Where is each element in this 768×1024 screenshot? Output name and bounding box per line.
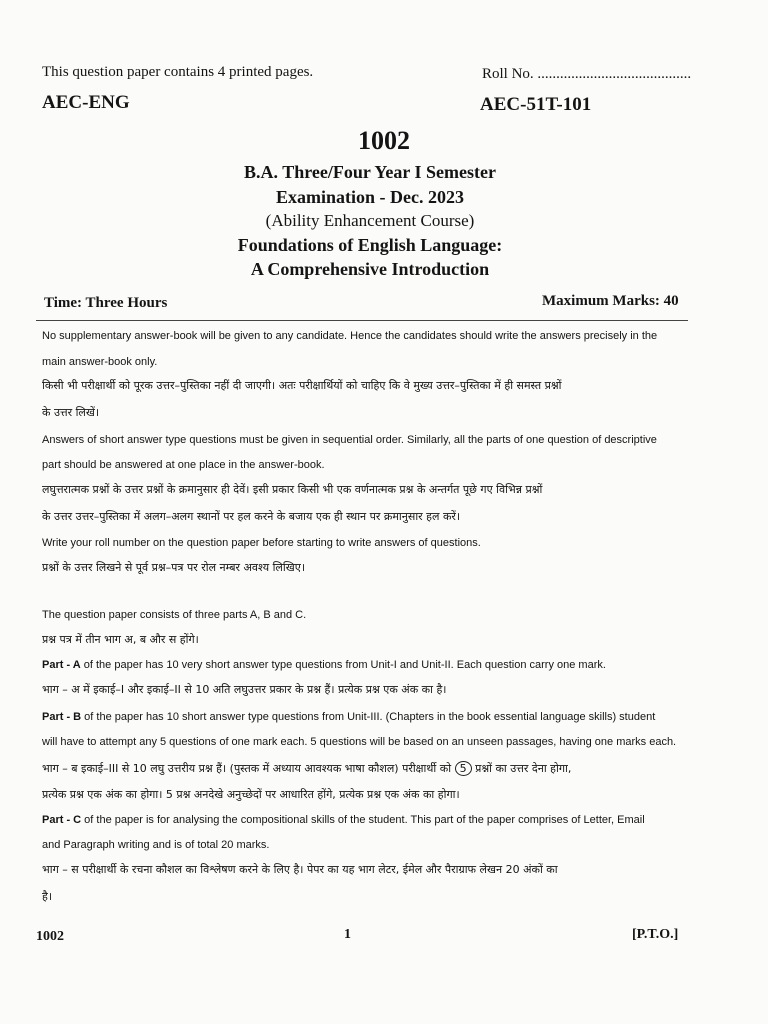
footer-code: 1002 — [36, 929, 64, 944]
page-number: 1 — [344, 927, 351, 942]
instruction-2-en-cont: part should be answered at one place in the answer-book. — [42, 459, 325, 471]
course-code-right: AEC-51T-101 — [480, 94, 592, 115]
instruction-2-hi-cont: के उत्तर उत्तर–पुस्तिका में अलग–अलग स्थानों पर हल करने के बजाय एक ही स्थान पर क्रमानुसार हल करें। — [42, 510, 461, 523]
part-a-en — [42, 659, 606, 671]
header-divider — [36, 320, 688, 321]
subject-title-line1: Foundations of English Language: — [237, 235, 503, 255]
part-a-text: of the paper has 10 very short answer type questions from Unit-I and Unit-II. Each question carry one mark. — [80, 659, 606, 671]
circled-number: 5 — [455, 761, 472, 776]
part-b-en — [42, 711, 655, 723]
part-a-label: Part - A — [42, 659, 81, 671]
part-b-label: Part - B — [42, 711, 82, 723]
course-type: (Ability Enhancement Course) — [265, 211, 475, 230]
max-marks: Maximum Marks: 40 — [542, 293, 679, 309]
pto-note: [P.T.O.] — [632, 927, 679, 942]
instruction-4-hi: प्रश्न पत्र में तीन भाग अ, ब और स होंगे। — [42, 633, 199, 646]
roll-no-field: Roll No. ......................................... — [482, 66, 692, 82]
part-c-hi: भाग – स परीक्षार्थी के रचना कौशल का विश्लेषण करने के लिए है। पेपर का यह भाग लेटर, ईमेल और पैराग्राफ लेखन 20 अंकों का — [42, 863, 558, 876]
instruction-3-hi: प्रश्नों के उत्तर लिखने से पूर्व प्रश्न–पत्र पर रोल नम्बर अवश्य लिखिए। — [42, 561, 305, 574]
part-b-text: of the paper has 10 short answer type questions from Unit-III. (Chapters in the book essential language skills) student — [81, 711, 656, 723]
subject-title-line2: A Comprehensive Introduction — [250, 259, 490, 279]
part-a-hi: भाग – अ में इकाई–I और इकाई–II से 10 अति लघुउत्तर प्रकार के प्रश्न हैं। प्रत्येक प्रश्न एक अंक का है। — [42, 683, 447, 696]
part-c-en — [42, 814, 645, 826]
paper-number: 1002 — [358, 126, 410, 155]
part-b-hi-text-1: भाग – ब इकाई–III से 10 लघु उत्तरीय प्रश्न हैं। (पुस्तक में अध्याय आवश्यक भाषा कौशल) परीक्षार्थी को — [42, 762, 452, 775]
instruction-2-en: Answers of short answer type questions must be given in sequential order. Similarly, all the parts of one question of descriptive — [42, 434, 657, 446]
part-c-en-cont: and Paragraph writing and is of total 20 marks. — [42, 839, 270, 851]
part-b-hi-cont: प्रत्येक प्रश्न एक अंक का होगा। 5 प्रश्न अनदेखे अनुच्छेदों पर आधारित होंगे, प्रत्येक प्रश्न एक अंक का होगा। — [42, 788, 460, 801]
instruction-3-en: Write your roll number on the question paper before starting to write answers of questions. — [42, 537, 481, 549]
pages-note: This question paper contains 4 printed pages. — [42, 64, 314, 80]
program-title: B.A. Three/Four Year I Semester — [244, 162, 496, 182]
exam-time: Time: Three Hours — [44, 295, 168, 311]
instruction-1-en-cont: main answer-book only. — [42, 356, 158, 368]
exam-title: Examination - Dec. 2023 — [276, 187, 464, 207]
instruction-1-hi-cont: के उत्तर लिखें। — [42, 406, 100, 419]
part-c-hi-cont: है। — [42, 890, 53, 903]
instruction-4-en: The question paper consists of three parts A, B and C. — [42, 609, 307, 621]
instruction-2-hi: लघुत्तरात्मक प्रश्नों के उत्तर प्रश्नों के क्रमानुसार ही देवें। इसी प्रकार किसी भी एक वर्णनात्मक प्रश्न के अन्तर्गत पूछे गए विभिन्न प्रश्नों — [42, 483, 543, 496]
part-c-text: of the paper is for analysing the compositional skills of the student. This part of the paper comprises of Letter, Email — [81, 814, 645, 826]
instruction-1-en: No supplementary answer-book will be given to any candidate. Hence the candidates should write the answers precisely in the — [42, 330, 658, 342]
part-c-label: Part - C — [42, 814, 82, 826]
part-b-hi — [42, 761, 571, 776]
course-code-left: AEC-ENG — [42, 92, 130, 113]
part-b-hi-text-2: प्रश्नों का उत्तर देना होगा, — [475, 762, 572, 775]
part-b-en-cont: will have to attempt any 5 questions of one mark each. 5 questions will be based on an unseen passages, having one marks each. — [42, 736, 677, 748]
instruction-1-hi: किसी भी परीक्षार्थी को पूरक उत्तर–पुस्तिका नहीं दी जाएगी। अतः परीक्षार्थियों को चाहिए कि वे मुख्य उत्तर–पुस्तिका में ही समस्त प्रश्नों — [42, 379, 562, 392]
